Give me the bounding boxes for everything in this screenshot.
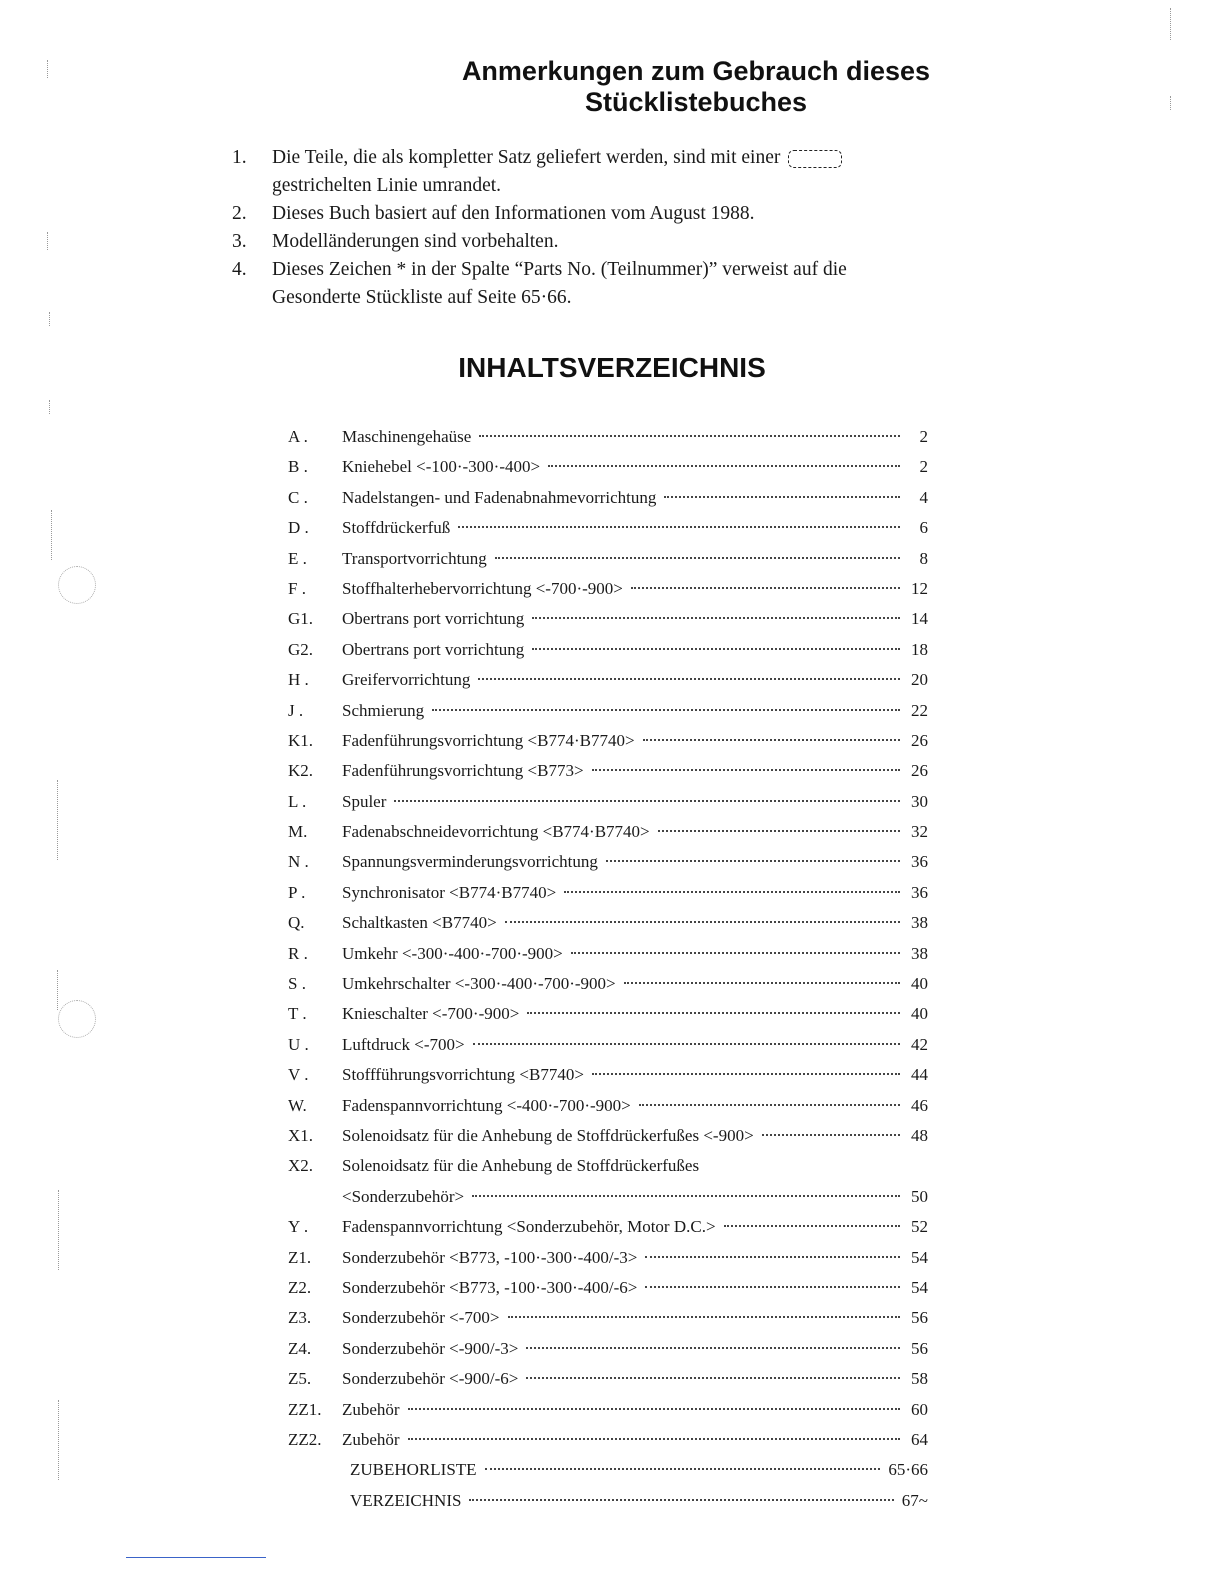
note-text-line: Dieses Buch basiert auf den Informationen vom August 1988. xyxy=(272,203,755,224)
toc-entry-title: Maschinengehaüse xyxy=(342,427,472,446)
footer-rule xyxy=(126,1557,266,1558)
toc-entry-letter: N . xyxy=(288,852,309,872)
toc-entry-page: 22 xyxy=(911,700,928,720)
toc-entry-page: 42 xyxy=(911,1034,928,1054)
toc-entry xyxy=(288,1151,928,1181)
toc-entry xyxy=(288,847,928,877)
toc-entry-letter: U . xyxy=(288,1034,309,1054)
toc-entry-title: Zubehör xyxy=(342,1399,400,1419)
note-text-line: Gesonderte Stückliste auf Seite 65·66. xyxy=(272,287,572,308)
note-text-line: Dieses Zeichen * in der Spalte “Parts No. (Teilnummer)” verweist auf die xyxy=(272,259,847,280)
toc-entry-letter: G2. xyxy=(288,639,314,659)
note-item xyxy=(232,200,972,228)
toc-entry-page: 40 xyxy=(911,974,928,994)
toc-entry-letter: C . xyxy=(288,487,308,507)
note-item xyxy=(232,144,972,200)
note-number: 3. xyxy=(232,231,247,252)
toc-entry-letter: R . xyxy=(288,943,308,963)
toc-entry-page: 20 xyxy=(911,670,928,690)
toc-entry-title: Spannungsverminderungsvorrichtung xyxy=(342,852,598,872)
dot-leader xyxy=(532,617,900,619)
toc-entry-title: Stoffführungsvorrichtung <B7740> xyxy=(342,1065,584,1085)
dot-leader xyxy=(472,1195,900,1197)
toc-entry xyxy=(288,939,928,969)
toc-entry-page: 12 xyxy=(911,578,928,598)
toc-entry xyxy=(288,452,928,482)
dot-leader xyxy=(724,1225,900,1227)
toc-entry-title: Spuler xyxy=(342,791,387,811)
dot-leader xyxy=(606,860,900,862)
dot-leader xyxy=(495,557,900,559)
toc-entry-page: 38 xyxy=(911,913,928,933)
dot-leader xyxy=(508,1316,901,1318)
dot-leader xyxy=(478,678,900,680)
scan-mark xyxy=(57,970,58,1010)
dot-leader xyxy=(527,1012,900,1014)
toc-entry-title: Fadenführungsvorrichtung <B774·B7740> xyxy=(342,730,635,750)
toc-entry-page: 36 xyxy=(911,882,928,902)
toc-entry-letter: X1. xyxy=(288,1125,314,1145)
toc-entry xyxy=(288,483,928,513)
dot-leader xyxy=(408,1408,900,1410)
dot-leader xyxy=(631,587,900,589)
dot-leader xyxy=(394,800,900,802)
dot-leader xyxy=(624,982,900,984)
toc-entry-page: 30 xyxy=(911,791,928,811)
dot-leader xyxy=(526,1347,900,1349)
note-item xyxy=(232,256,972,312)
toc-entry-page: 48 xyxy=(911,1125,928,1145)
toc-entry-letter: Y . xyxy=(288,1217,309,1237)
toc-entry-title: Stoffdrückerfuß xyxy=(342,518,451,538)
toc-entry xyxy=(288,1364,928,1394)
toc-entry-title: Sonderzubehör <-900/-6> xyxy=(342,1369,519,1389)
toc-entry xyxy=(288,574,928,604)
toc-entry-letter: Z5. xyxy=(288,1369,312,1389)
dot-leader xyxy=(532,648,900,650)
toc-entry-page: 4 xyxy=(919,487,928,507)
toc-entry xyxy=(288,1486,928,1516)
toc-entry-page: 32 xyxy=(911,822,928,842)
scan-mark xyxy=(58,1400,59,1480)
toc-entry-title: <Sonderzubehör> xyxy=(342,1186,465,1206)
toc-entry xyxy=(288,1273,928,1303)
toc-entry-letter: Z4. xyxy=(288,1338,312,1358)
dot-leader xyxy=(485,1468,881,1470)
toc-entry-page: 54 xyxy=(911,1277,928,1297)
toc-entry-title: Synchronisator <B774·B7740> xyxy=(342,882,557,902)
scan-mark xyxy=(1170,8,1171,40)
binder-hole xyxy=(58,1000,96,1038)
scan-mark xyxy=(51,510,52,560)
toc-entry-title: Solenoidsatz für die Anhebung de Stoffdrückerfußes xyxy=(342,1156,700,1176)
toc-entry-page: 56 xyxy=(911,1308,928,1328)
dot-leader xyxy=(643,739,900,741)
dot-leader xyxy=(592,1073,900,1075)
toc-entry-title: Fadenabschneidevorrichtung <B774·B7740> xyxy=(342,822,650,842)
scan-mark xyxy=(49,312,50,326)
toc-entry-letter: D . xyxy=(288,518,309,538)
toc-entry xyxy=(288,908,928,938)
dot-leader xyxy=(639,1104,900,1106)
toc-entry-letter: P . xyxy=(288,882,306,902)
note-text-line: Modelländerungen sind vorbehalten. xyxy=(272,231,559,252)
toc-entry xyxy=(288,1182,928,1212)
toc-entry-page: 26 xyxy=(911,761,928,781)
note-text-line: Die Teile, die als kompletter Satz geliefert werden, sind mit einer xyxy=(272,144,972,172)
toc-entry-letter: J . xyxy=(288,700,304,720)
toc-entry-title: Kniehebel <-100·-300·-400> xyxy=(342,457,541,477)
toc-entry xyxy=(288,878,928,908)
dot-leader xyxy=(645,1256,900,1258)
toc-entry-title: Sonderzubehör <-700> xyxy=(342,1308,500,1328)
toc-entry-page: 64 xyxy=(911,1429,928,1449)
toc-entry-letter: L . xyxy=(288,791,307,811)
dot-leader xyxy=(564,891,900,893)
dot-leader xyxy=(592,769,900,771)
dashed-box-icon xyxy=(788,150,842,168)
toc-entry-page: 67~ xyxy=(901,1490,928,1510)
toc-entry xyxy=(288,999,928,1029)
toc-entry-letter: G1. xyxy=(288,609,314,629)
toc-entry-title: Schmierung xyxy=(342,700,425,720)
toc-entry-letter: X2. xyxy=(288,1156,314,1176)
dot-leader xyxy=(505,921,900,923)
toc-entry-page: 52 xyxy=(911,1217,928,1237)
toc-entry-letter: Z3. xyxy=(288,1308,312,1328)
toc-entry-title: Sonderzubehör <B773, -100·-300·-400/-3> xyxy=(342,1247,638,1267)
toc-entry-title: Umkehrschalter <-300·-400·-700·-900> xyxy=(342,974,616,994)
toc-entry-page: 2 xyxy=(919,457,928,477)
toc-entry-letter: K2. xyxy=(288,761,314,781)
dot-leader xyxy=(408,1438,900,1440)
toc-entry-letter: S . xyxy=(288,974,306,994)
toc-entry-title: Stoffhalterhebervorrichtung <-700·-900> xyxy=(342,578,623,598)
scan-mark xyxy=(47,60,48,78)
dot-leader xyxy=(645,1286,900,1288)
toc-entry-letter: Z1. xyxy=(288,1247,312,1267)
toc-entry xyxy=(288,1030,928,1060)
toc-entry-letter: V . xyxy=(288,1065,309,1085)
note-number: 4. xyxy=(232,259,247,280)
toc-entry-page: 46 xyxy=(911,1095,928,1115)
note-number: 1. xyxy=(232,147,247,168)
toc-entry-title: ZUBEHORLISTE xyxy=(350,1460,477,1480)
toc-entry-title: Solenoidsatz für die Anhebung de Stoffdrückerfußes <-900> xyxy=(342,1125,754,1145)
dot-leader xyxy=(658,830,900,832)
dot-leader xyxy=(479,435,900,437)
toc-entry-letter: ZZ2. xyxy=(288,1429,322,1449)
toc-entry-title: Knieschalter <-700·-900> xyxy=(342,1004,520,1024)
toc-entry-letter: W. xyxy=(288,1095,307,1115)
toc-entry-letter: ZZ1. xyxy=(288,1399,322,1419)
toc-entry xyxy=(288,513,928,543)
toc-entry-title: Schaltkasten <B7740> xyxy=(342,913,497,933)
scan-mark xyxy=(58,1190,59,1270)
toc-entry xyxy=(288,1091,928,1121)
toc-entry-page: 6 xyxy=(919,518,928,538)
toc-entry-letter: H . xyxy=(288,670,309,690)
scan-mark xyxy=(57,780,58,860)
toc-entry xyxy=(288,1455,928,1485)
toc-entry-letter: T . xyxy=(288,1004,307,1024)
dot-leader xyxy=(548,465,900,467)
toc-entry xyxy=(288,1121,928,1151)
dot-leader xyxy=(469,1499,893,1501)
toc-entry-title: Obertrans port vorrichtung xyxy=(342,609,525,629)
toc-entry-title: Nadelstangen- und Fadenabnahmevorrichtung xyxy=(342,487,657,507)
dot-leader xyxy=(432,709,900,711)
toc-entry xyxy=(288,969,928,999)
toc-entry xyxy=(288,1425,928,1455)
page-subtitle: Stücklistebuches xyxy=(584,87,808,117)
table-of-contents xyxy=(288,422,928,1516)
toc-entry-letter: F . xyxy=(288,578,306,598)
toc-entry-title: Transportvorrichtung xyxy=(342,548,487,568)
toc-entry-page: 54 xyxy=(911,1247,928,1267)
toc-entry xyxy=(288,726,928,756)
toc-entry-title: Obertrans port vorrichtung xyxy=(342,639,525,659)
toc-entry xyxy=(288,1212,928,1242)
scan-mark xyxy=(47,232,48,250)
toc-entry-page: 8 xyxy=(919,548,928,568)
toc-entry xyxy=(288,422,928,452)
toc-entry-page: 38 xyxy=(911,943,928,963)
toc-entry-letter: M. xyxy=(288,822,308,842)
toc-entry-title: Sonderzubehör <B773, -100·-300·-400/-6> xyxy=(342,1277,638,1297)
dot-leader xyxy=(526,1377,900,1379)
toc-title: INHALTSVERZEICHNIS xyxy=(458,352,766,383)
toc-entry-title: Fadenführungsvorrichtung <B773> xyxy=(342,761,584,781)
dot-leader xyxy=(664,496,900,498)
toc-entry-letter: E . xyxy=(288,548,307,568)
toc-entry-letter: B . xyxy=(288,457,308,477)
toc-entry xyxy=(288,1334,928,1364)
toc-entry xyxy=(288,817,928,847)
toc-entry xyxy=(288,787,928,817)
toc-entry xyxy=(288,604,928,634)
usage-notes-list xyxy=(232,144,972,312)
toc-entry-letter: Z2. xyxy=(288,1277,312,1297)
dot-leader xyxy=(571,952,900,954)
toc-entry-letter: A . xyxy=(288,427,308,446)
toc-entry-page: 65·66 xyxy=(888,1460,928,1480)
toc-entry-page: 40 xyxy=(911,1004,928,1024)
toc-entry xyxy=(288,1243,928,1273)
toc-entry xyxy=(288,1395,928,1425)
toc-entry-title: Fadenspannvorrichtung <-400·-700·-900> xyxy=(342,1095,631,1115)
toc-entry-page: 60 xyxy=(911,1399,928,1419)
toc-entry-page: 14 xyxy=(911,609,928,629)
toc-entry-page: 26 xyxy=(911,730,928,750)
toc-entry xyxy=(288,665,928,695)
toc-entry-page: 36 xyxy=(911,852,928,872)
dot-leader xyxy=(473,1043,900,1045)
toc-entry-page: 2 xyxy=(919,427,928,446)
toc-entry-title: VERZEICHNIS xyxy=(350,1490,462,1510)
toc-entry-title: Sonderzubehör <-900/-3> xyxy=(342,1338,519,1358)
toc-entry-title: Greifervorrichtung xyxy=(342,670,471,690)
toc-entry-page: 50 xyxy=(911,1186,928,1206)
toc-entry-title: Umkehr <-300·-400·-700·-900> xyxy=(342,943,563,963)
toc-entry-letter: Q. xyxy=(288,913,305,933)
scan-mark xyxy=(49,400,50,414)
note-text-line: gestrichelten Linie umrandet. xyxy=(272,175,502,196)
toc-entry-page: 56 xyxy=(911,1338,928,1358)
toc-entry xyxy=(288,756,928,786)
note-item xyxy=(232,228,972,256)
binder-hole xyxy=(58,566,96,604)
toc-entry xyxy=(288,1060,928,1090)
toc-entry xyxy=(288,635,928,665)
dot-leader xyxy=(762,1134,900,1136)
toc-entry-title: Fadenspannvorrichtung <Sonderzubehör, Motor D.C.> xyxy=(342,1217,716,1237)
dot-leader xyxy=(458,526,900,528)
note-number: 2. xyxy=(232,203,247,224)
toc-entry-title: Zubehör xyxy=(342,1429,400,1449)
toc-entry-page: 44 xyxy=(911,1065,928,1085)
toc-entry xyxy=(288,544,928,574)
toc-entry xyxy=(288,1303,928,1333)
toc-entry xyxy=(288,696,928,726)
toc-entry-page: 58 xyxy=(911,1369,928,1389)
toc-entry-letter: K1. xyxy=(288,730,314,750)
toc-entry-page: 18 xyxy=(911,639,928,659)
page-title: Anmerkungen zum Gebrauch dieses xyxy=(461,56,931,86)
toc-entry-title: Luftdruck <-700> xyxy=(342,1034,465,1054)
